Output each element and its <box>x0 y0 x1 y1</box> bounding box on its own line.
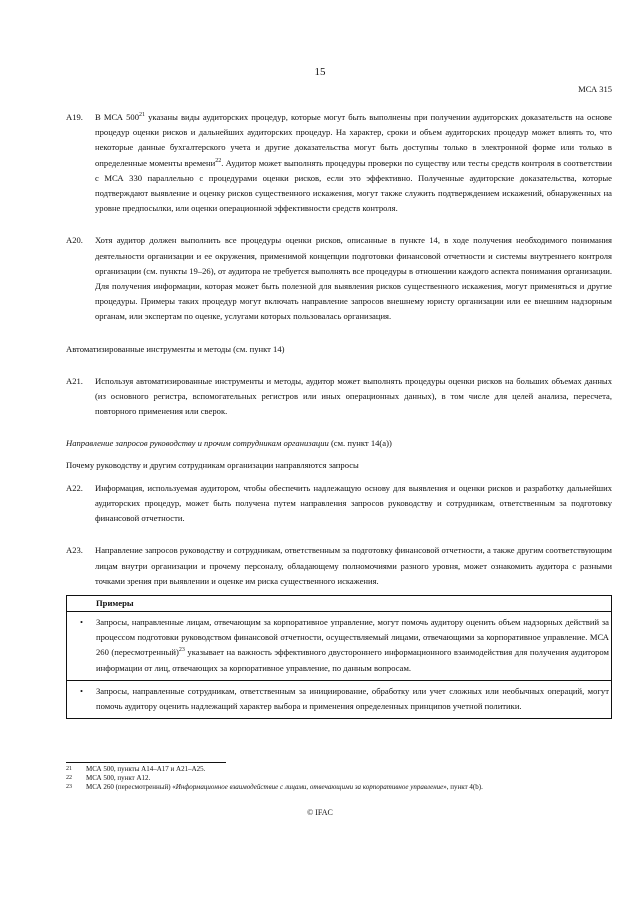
paragraph-number: A21. <box>66 375 83 386</box>
footnotes <box>66 765 612 792</box>
bullet-marker: • <box>79 685 83 696</box>
footnote-22 <box>66 774 612 783</box>
paragraph-text: Направление запросов руководству и сотрудникам, ответственным за подготовку финансовой отчетности, а также другим соответствующим лицам внутри организации и прочему персоналу, обладающему полномочиями разного уровня, может ознакомить аудитора с разными точками зрения при выявлении и оценке им риска существенного искажения. <box>95 545 612 586</box>
footnote-text: МСА 500, пункт A12. <box>86 774 151 782</box>
paragraph-a19 <box>66 110 612 216</box>
example-item <box>67 680 611 718</box>
paragraph-number: A19. <box>66 112 83 122</box>
paragraph-a23 <box>66 543 612 589</box>
text-segment: указаны виды аудиторских процедур, которые могут быть выполнены при получении аудиторских доказательств на основе процедур оценки рисков и дальнейших аудиторских процедур. На характер, сроки и объем аудиторских процедур может влиять то, что некоторые данные бухгалтерского учета и другие доказательства могут быть доступны только в электронной форме или только в определенные моменты времени <box>95 112 612 168</box>
example-text: Запросы, направленные сотрудникам, ответственным за инициирование, обработку или учет сложных или необычных операций, могут помочь аудитору оценить надлежащий характер выбора и применения определенных принципов учетной политики. <box>96 685 609 712</box>
paragraph-text <box>95 110 612 216</box>
footnote-number: 22 <box>66 775 72 781</box>
paragraph-text: Информация, используемая аудитором, чтобы обеспечить надлежащую основу для выявления и оценки рисков и разработку дальнейших аудиторских процедур, может быть получена путем направления запросов руководству и сотрудникам, ответственным за подготовку финансовой отчетности. <box>95 482 612 524</box>
paragraph-number: A20. <box>66 235 83 246</box>
page-content <box>66 110 612 719</box>
heading-reference: (см. пункт 14(a)) <box>328 438 392 449</box>
paragraph-a20 <box>66 233 612 324</box>
examples-box <box>66 611 612 719</box>
bullet-marker: • <box>79 617 83 628</box>
footnote-text: МСА 500, пункты A14–A17 и A21–A25. <box>86 765 206 773</box>
section-heading-inquiry <box>66 436 612 451</box>
text-segment: В МСА 500 <box>95 112 140 122</box>
section-heading-automation: Автоматизированные инструменты и методы (см. пункт 14) <box>66 343 285 354</box>
text-segment: указывает на важность эффективного двустороннего информационного взаимодействия для получения аудитором информации от лиц, отвечающих за корпоративное управление, по данным вопросам. <box>96 647 609 673</box>
subheading-why-inquiries: Почему руководству и другим сотрудникам организации направляются запросы <box>66 459 359 470</box>
copyright-footer: © IFAC <box>307 808 333 817</box>
example-item <box>67 612 611 680</box>
footnote-number: 21 <box>66 766 72 772</box>
page-number: 15 <box>314 66 326 78</box>
text-segment: Запросы, направленные лицам, отвечающим за корпоративное управление, могут помочь аудитору оценить объем надзорных действий за процессом подготовки руководством финансовой отчетности, осуществляемый лицами, отвечающими за корпоративное управление. МСА 260 (пересмотренный) <box>96 617 609 658</box>
footnote-ref-22: 22 <box>215 157 222 164</box>
examples-box-title: Примеры <box>66 595 612 611</box>
paragraph-a21 <box>66 374 612 420</box>
paragraph-number: A22. <box>66 482 83 493</box>
paragraph-text: Используя автоматизированные инструменты и методы, аудитор может выполнять процедуры оценки рисков на больших объемах данных (из основного регистра, вспомогательных регистров или иных операционных данных), в том числе для целей анализа, пересчета, повторного применения или сверок. <box>95 375 612 417</box>
document-code: МСА 315 <box>578 84 612 94</box>
footnote-ref-23: 23 <box>178 647 185 654</box>
footnote-ref-21: 21 <box>139 112 146 119</box>
text-segment: МСА 260 (пересмотренный) « <box>86 783 176 791</box>
paragraph-a22 <box>66 481 612 527</box>
heading-italic-text: Направление запросов руководству и прочим сотрудникам организации <box>66 438 329 449</box>
footnote-italic-title: Информационное взаимодействие с лицами, отвечающими за корпоративное управление <box>175 783 444 791</box>
paragraph-number: A23. <box>66 545 83 556</box>
example-text <box>96 615 609 676</box>
footnote-23 <box>66 783 612 792</box>
footnote-21 <box>66 765 612 774</box>
paragraph-text: Хотя аудитор должен выполнить все процедуры оценки рисков, описанные в пункте 14, в ходе получения необходимого понимания деятельности организации и ее окружения, применимой концепции подготовки финансовой отчетности и системы внутреннего контроля организации (см. пункты 19–26), от аудитора не требуется выполнять все процедуры в отношении каждого аспекта понимания организации. Для получения информации, которая может быть полезной для выявления рисков существенного искажения, могут применяться и другие процедуры. Примеры таких процедур могут включать направление запросов внешнему юристу организации или ее внешним надзорным органам, или экспертам по оценке, услугами которых пользовалась организация. <box>95 235 612 322</box>
text-segment: », пункт 4(b). <box>443 783 483 791</box>
footnote-number: 23 <box>66 784 72 790</box>
footnote-text <box>86 783 483 792</box>
footnote-separator <box>66 762 226 763</box>
text-segment: . Аудитор может выполнять процедуры проверки по существу или тесты средств контроля в соответствии с МСА 330 параллельно с процедурами оценки рисков, если это эффективно. Полученные аудиторские доказательства, которые подтверждают выявление и оценку рисков существенного искажения, могут также служить подтверждением искажений, обнаруженных на уровне предпосылки, или оценки операционной эффективности средств контроля. <box>95 157 612 214</box>
